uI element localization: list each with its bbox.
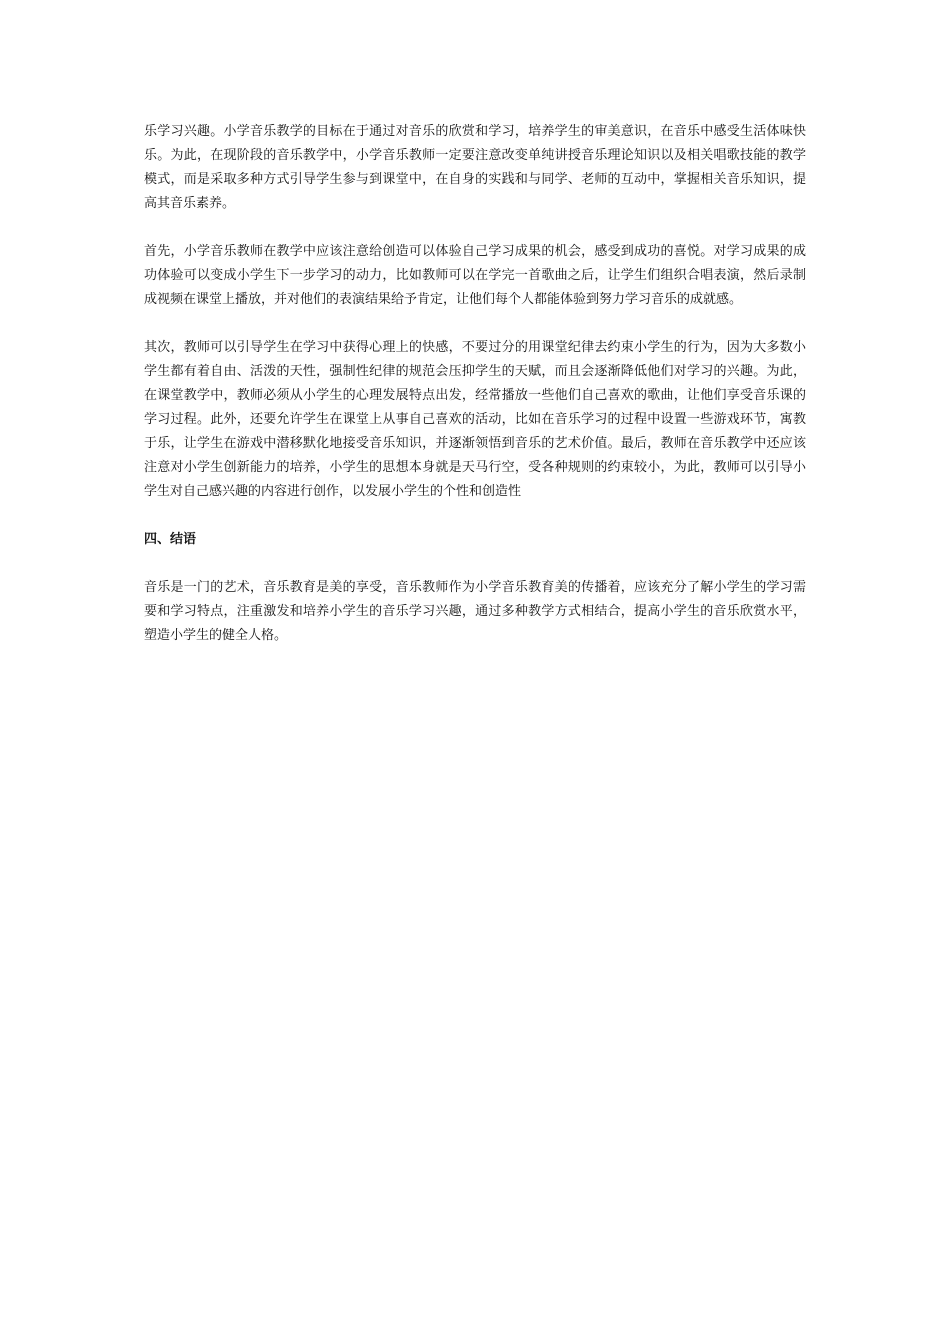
- paragraph-2: 首先，小学音乐教师在教学中应该注意给创造可以体验自己学习成果的机会，感受到成功的喜悦。对学习成果的成功体验可以变成小学生下一步学习的动力，比如教师可以在学完一首歌曲之后，让学生们组织合唱表演，然后录制成视频在课堂上播放，并对他们的表演结果给予肯定，让他们每个人都能体验到努力学习音乐的成就感。: [144, 244, 806, 307]
- document-page: [144, 120, 806, 648]
- paragraph-gap: [144, 216, 806, 240]
- section-heading: 四、结语: [144, 532, 197, 547]
- conclusion-paragraph: 音乐是一门的艺术，音乐教育是美的享受，音乐教师作为小学音乐教育美的传播着，应该充分了解小学生的学习需要和学习特点，注重激发和培养小学生的音乐学习兴趣，通过多种教学方式相结合，提高小学生的音乐欣赏水平，塑造小学生的健全人格。: [144, 580, 806, 643]
- paragraph-gap: [144, 312, 806, 336]
- paragraph-gap: [144, 504, 806, 528]
- paragraph-3: 其次，教师可以引导学生在学习中获得心理上的快感，不要过分的用课堂纪律去约束小学生的行为，因为大多数小学生都有着自由、活泼的天性，强制性纪律的规范会压抑学生的天赋，而且会逐渐降低他们对学习的兴趣。为此，在课堂教学中，教师必须从小学生的心理发展特点出发，经常播放一些他们自己喜欢的歌曲，让他们享受音乐课的学习过程。此外，还要允许学生在课堂上从事自己喜欢的活动，比如在音乐学习的过程中设置一些游戏环节，寓教于乐，让学生在游戏中潜移默化地接受音乐知识，并逐渐领悟到音乐的艺术价值。最后，教师在音乐教学中还应该注意对小学生创新能力的培养，小学生的思想本身就是天马行空，受各种规则的约束较小，为此，教师可以引导小学生对自己感兴趣的内容进行创作，以发展小学生的个性和创造性: [144, 340, 806, 499]
- paragraph-1: 乐学习兴趣。小学音乐教学的目标在于通过对音乐的欣赏和学习，培养学生的审美意识，在音乐中感受生活体味快乐。为此，在现阶段的音乐教学中，小学音乐教师一定要注意改变单纯讲授音乐理论知识以及相关唱歌技能的教学模式，而是采取多种方式引导学生参与到课堂中，在自身的实践和与同学、老师的互动中，掌握相关音乐知识，提高其音乐素养。: [144, 124, 806, 211]
- paragraph-gap: [144, 552, 806, 576]
